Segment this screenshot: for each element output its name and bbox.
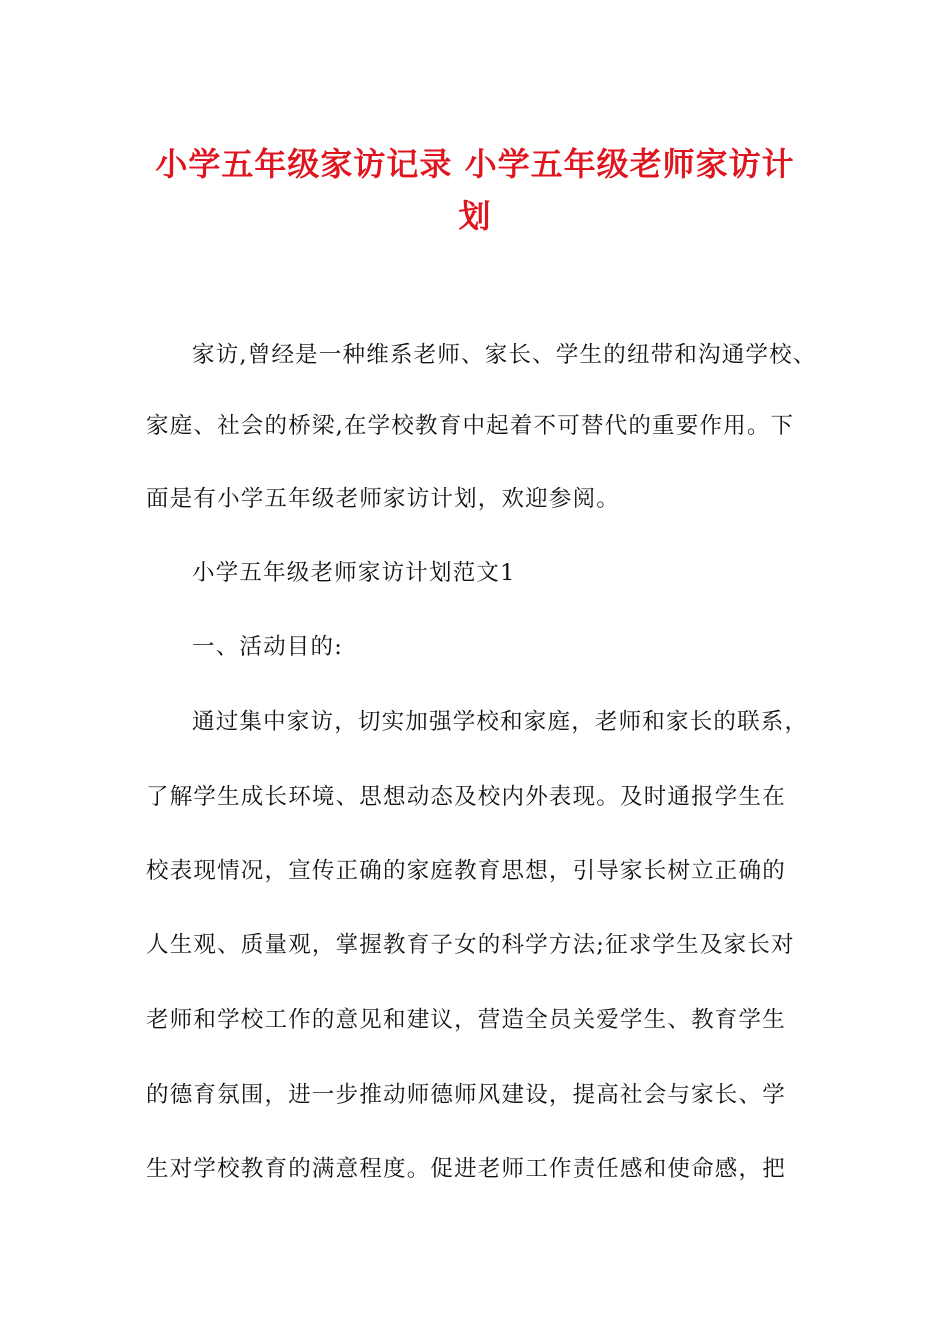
title-line-1: 小学五年级家访记录 小学五年级老师家访计	[155, 145, 795, 183]
paragraph-line: 家庭、社会的桥梁,在学校教育中起着不可替代的重要作用。下	[146, 413, 795, 439]
paragraph-line: 人生观、质量观，掌握教育子女的科学方法;征求学生及家长对	[146, 932, 795, 958]
paragraph-line: 家访,曾经是一种维系老师、家长、学生的纽带和沟通学校、	[192, 342, 817, 368]
paragraph-line: 了解学生成长环境、思想动态及校内外表现。及时通报学生在	[146, 784, 786, 810]
paragraph-line: 的德育氛围，进一步推动师德师风建设，提高社会与家长、学	[146, 1082, 786, 1108]
document-title	[130, 138, 820, 242]
subsection-heading: 一、活动目的:	[192, 634, 343, 660]
paragraph-line: 面是有小学五年级老师家访计划，欢迎参阅。	[146, 486, 621, 512]
title-line-2: 划	[458, 197, 492, 235]
section-heading: 小学五年级老师家访计划范文1	[192, 560, 516, 586]
paragraph-line: 生对学校教育的满意程度。促进老师工作责任感和使命感，把	[146, 1156, 786, 1182]
paragraph-line: 老师和学校工作的意见和建议，营造全员关爱学生、教育学生	[146, 1007, 786, 1033]
paragraph-line: 通过集中家访，切实加强学校和家庭，老师和家长的联系，	[192, 709, 809, 735]
paragraph-line: 校表现情况，宣传正确的家庭教育思想，引导家长树立正确的	[146, 858, 786, 884]
